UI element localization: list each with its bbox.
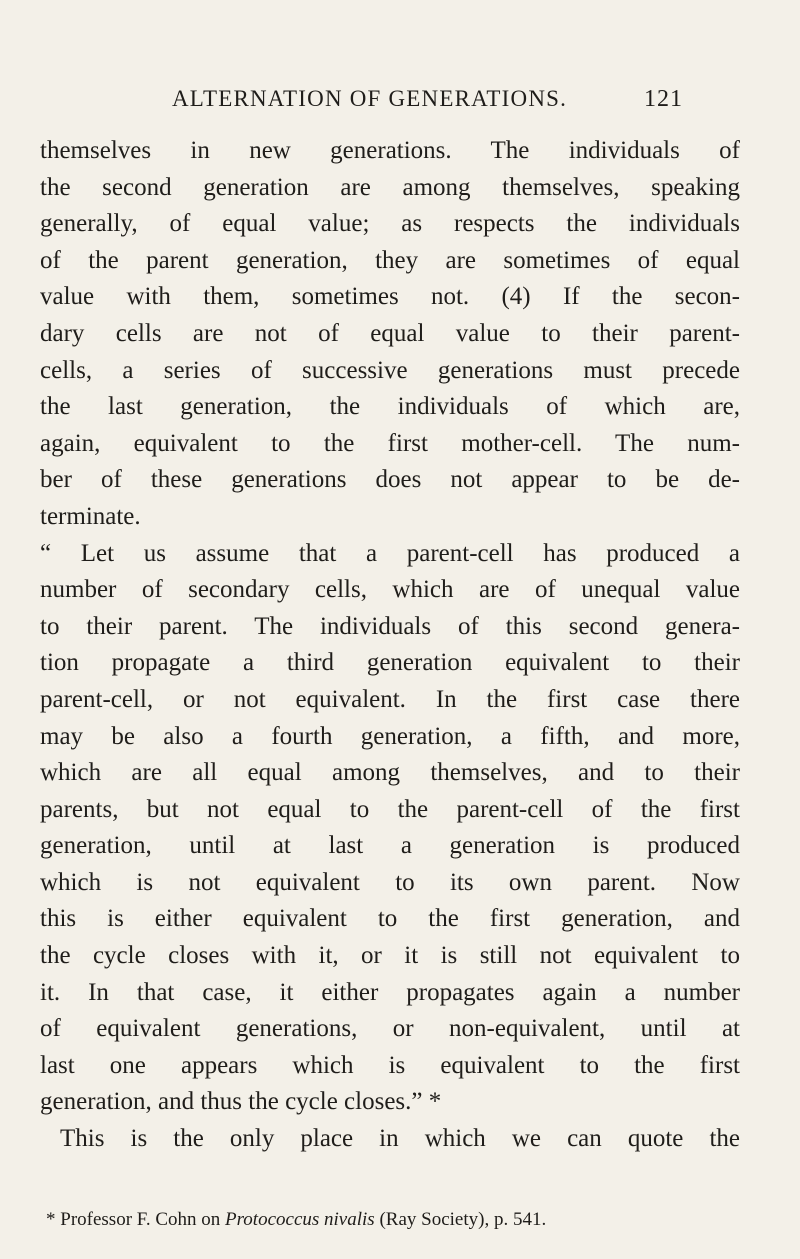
text-line-20: generation, until at last a generation is produced <box>40 832 740 860</box>
text-line-22: this is either equivalent to the first generation, and <box>40 905 740 933</box>
text-line-5: value with them, sometimes not. (4) If the secon- <box>40 283 740 311</box>
running-title: ALTERNATION OF GENERATIONS. <box>172 86 568 111</box>
text-line-8: the last generation, the individuals of which are, <box>40 393 740 421</box>
text-line-17: may be also a fourth generation, a fifth, and more, <box>40 722 740 750</box>
footnote-italic-title: Protococcus nivalis <box>225 1209 375 1230</box>
page-number: 121 <box>644 86 683 112</box>
footnote-marker: * <box>46 1209 56 1230</box>
text-line-25: of equivalent generations, or non-equivalent, until at <box>40 1015 740 1043</box>
text-line-19: parents, but not equal to the parent-cell of the first <box>40 795 740 823</box>
text-line-26: last one appears which is equivalent to the first <box>40 1051 740 1079</box>
footnote <box>46 1207 746 1233</box>
text-line-14: to their parent. The individuals of this second genera- <box>40 612 740 640</box>
footnote-suffix: (Ray Society), p. 541. <box>379 1209 547 1230</box>
running-head <box>0 86 800 120</box>
text-line-2: the second generation are among themselves, speaking <box>40 173 740 201</box>
text-line-15: tion propagate a third generation equivalent to their <box>40 649 740 677</box>
text-line-4: of the parent generation, they are sometimes of equal <box>40 246 740 274</box>
text-line-21: which is not equivalent to its own parent. Now <box>40 868 740 896</box>
text-line-1: themselves in new generations. The individuals of <box>40 137 740 164</box>
text-line-9: again, equivalent to the first mother-cell. The num- <box>40 429 740 457</box>
text-line-27: generation, and thus the cycle closes.” * <box>40 1088 442 1116</box>
text-line-16: parent-cell, or not equivalent. In the first case there <box>40 685 740 713</box>
text-line-28: This is the only place in which we can quote the <box>60 1125 740 1153</box>
footnote-prefix: Professor F. Cohn on <box>60 1209 221 1230</box>
text-line-13: number of secondary cells, which are of unequal value <box>40 576 740 604</box>
text-line-6: dary cells are not of equal value to their parent- <box>40 319 740 347</box>
text-line-3: generally, of equal value; as respects the individuals <box>40 210 740 238</box>
text-line-12: “ Let us assume that a parent-cell has produced a <box>40 539 740 567</box>
text-line-10: ber of these generations does not appear to be de- <box>40 466 740 494</box>
text-line-18: which are all equal among themselves, and to their <box>40 759 740 787</box>
text-line-7: cells, a series of successive generations must precede <box>40 356 740 384</box>
text-line-24: it. In that case, it either propagates again a number <box>40 978 740 1006</box>
text-line-11: terminate. <box>40 502 141 530</box>
text-line-23: the cycle closes with it, or it is still not equivalent to <box>40 942 740 970</box>
body-text <box>40 133 740 1158</box>
